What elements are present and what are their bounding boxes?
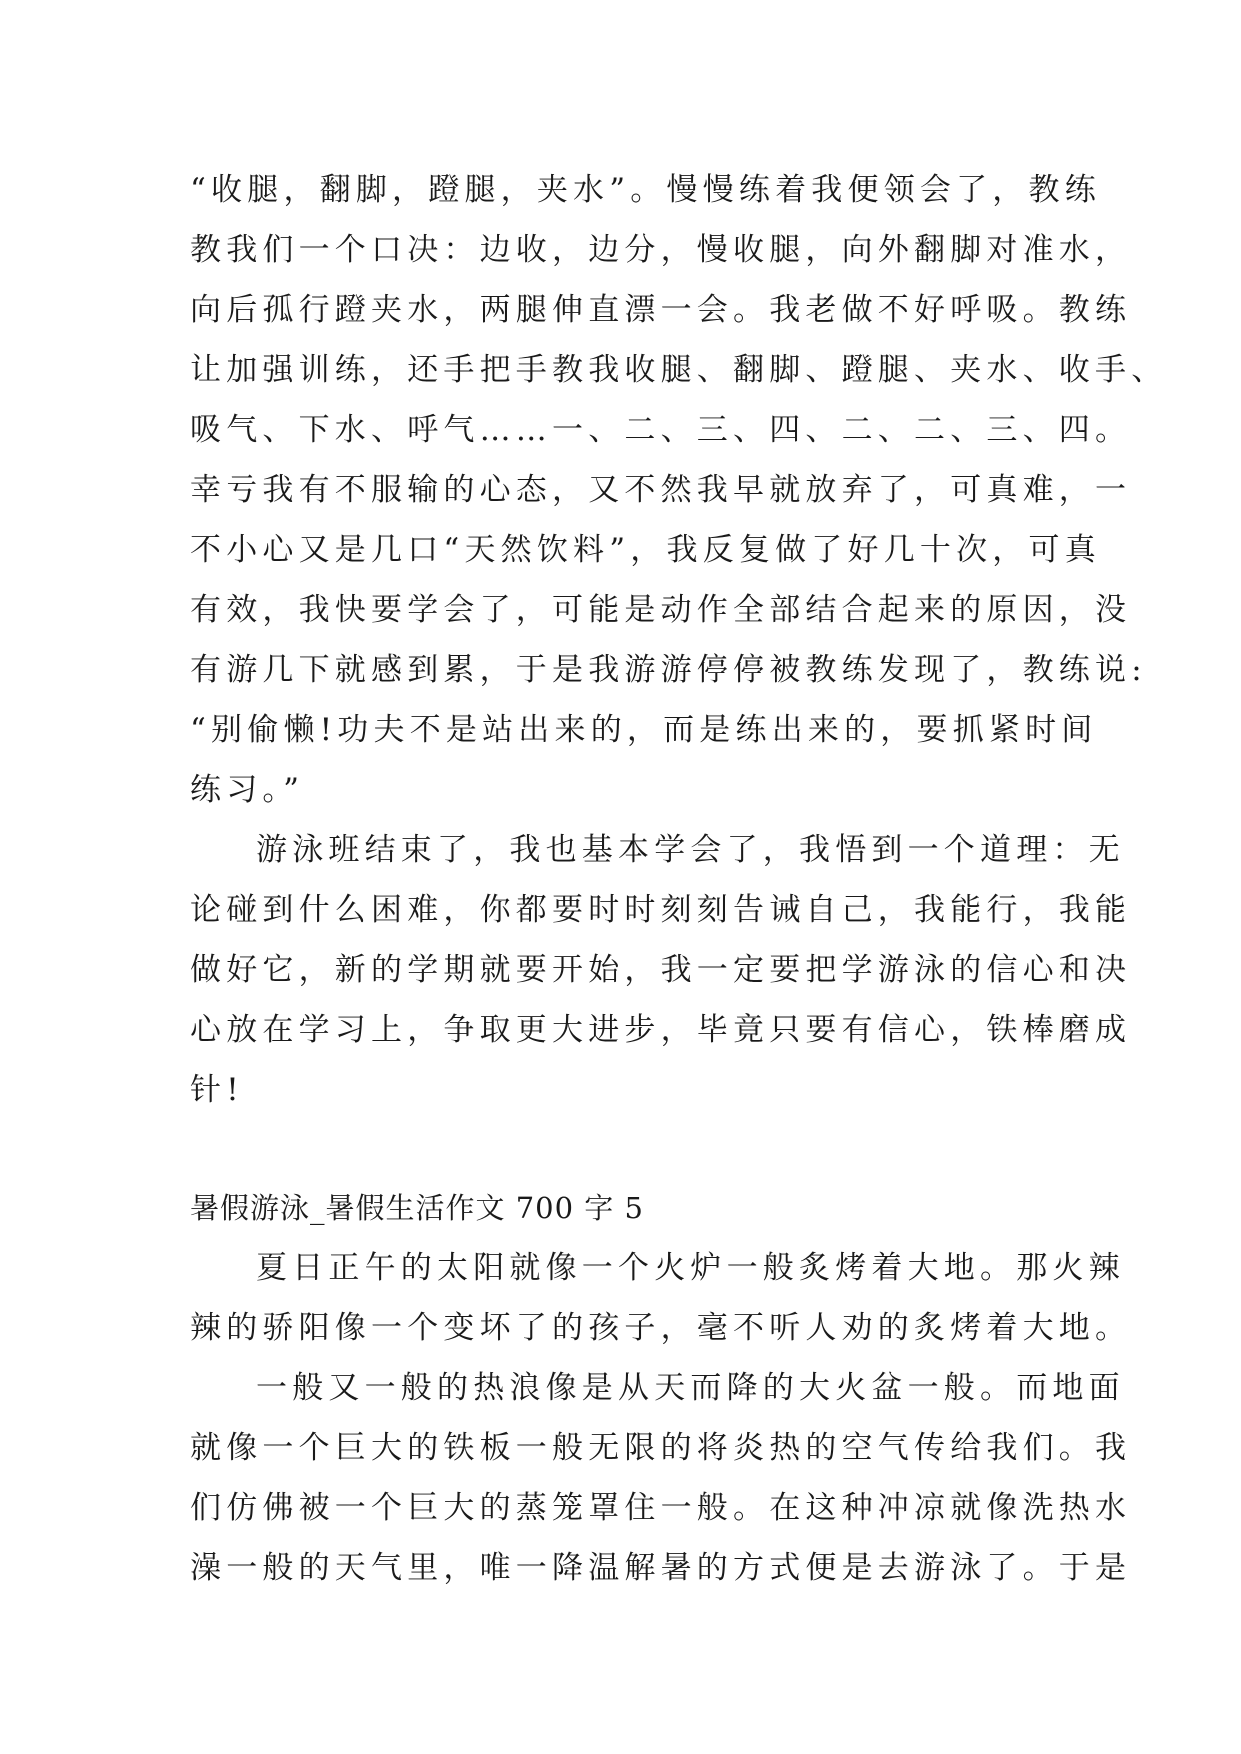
section-spacer [190,1120,1050,1178]
text-line: 幸亏我有不服输的心态，又不然我早就放弃了，可真难，一 [190,472,1132,508]
paragraph-swimming-practice [190,160,1168,820]
text-line: 论碰到什么困难，你都要时时刻刻告诫自己，我能行，我能 [190,892,1132,928]
text-line: 有效，我快要学会了，可能是动作全部结合起来的原因，没 [190,592,1132,628]
document-page [190,160,1168,1598]
text-line: 心放在学习上，争取更大进步，毕竟只要有信心，铁棒磨成 [190,1012,1132,1048]
text-line: “收腿，翻脚，蹬腿，夹水”。慢慢练着我便领会了，教练 [190,172,1101,208]
text-line: 们仿佛被一个巨大的蒸笼罩住一般。在这种冲凉就像洗热水 [190,1490,1132,1526]
text-line: 游泳班结束了，我也基本学会了，我悟到一个道理：无 [256,832,1125,868]
paragraph-heat-wave [190,1358,1132,1598]
text-line: 有游几下就感到累，于是我游游停停被教练发现了，教练说: [190,652,1147,688]
text-line: “别偷懒!功夫不是站出来的，而是练出来的，要抓紧时间 [190,712,1098,748]
text-line: 吸气、下水、呼气……一、二、三、四、二、二、三、四。 [190,412,1132,448]
essay-title: 暑假游泳_暑假生活作文 700 字 5 [190,1191,644,1225]
paragraph-lesson-learned [190,820,1132,1120]
paragraph-summer-sun [190,1238,1132,1358]
text-line: 做好它，新的学期就要开始，我一定要把学游泳的信心和决 [190,952,1132,988]
text-line: 练习。” [190,772,305,808]
text-line: 让加强训练，还手把手教我收腿、翻脚、蹬腿、夹水、收手、 [190,352,1168,388]
text-line: 教我们一个口决：边收，边分，慢收腿，向外翻脚对准水， [190,232,1132,268]
text-line: 不小心又是几口“天然饮料”，我反复做了好几十次，可真 [190,532,1101,568]
text-line: 辣的骄阳像一个变坏了的孩子，毫不听人劝的炙烤着大地。 [190,1310,1132,1346]
text-line: 夏日正午的太阳就像一个火炉一般炙烤着大地。那火辣 [256,1250,1125,1286]
text-line: 一般又一般的热浪像是从天而降的大火盆一般。而地面 [256,1370,1125,1406]
text-line: 澡一般的天气里，唯一降温解暑的方式便是去游泳了。于是 [190,1550,1132,1586]
text-line: 针! [190,1072,244,1108]
text-line: 向后孤行蹬夹水，两腿伸直漂一会。我老做不好呼吸。教练 [190,292,1132,328]
text-line: 就像一个巨大的铁板一般无限的将炎热的空气传给我们。我 [190,1430,1132,1466]
